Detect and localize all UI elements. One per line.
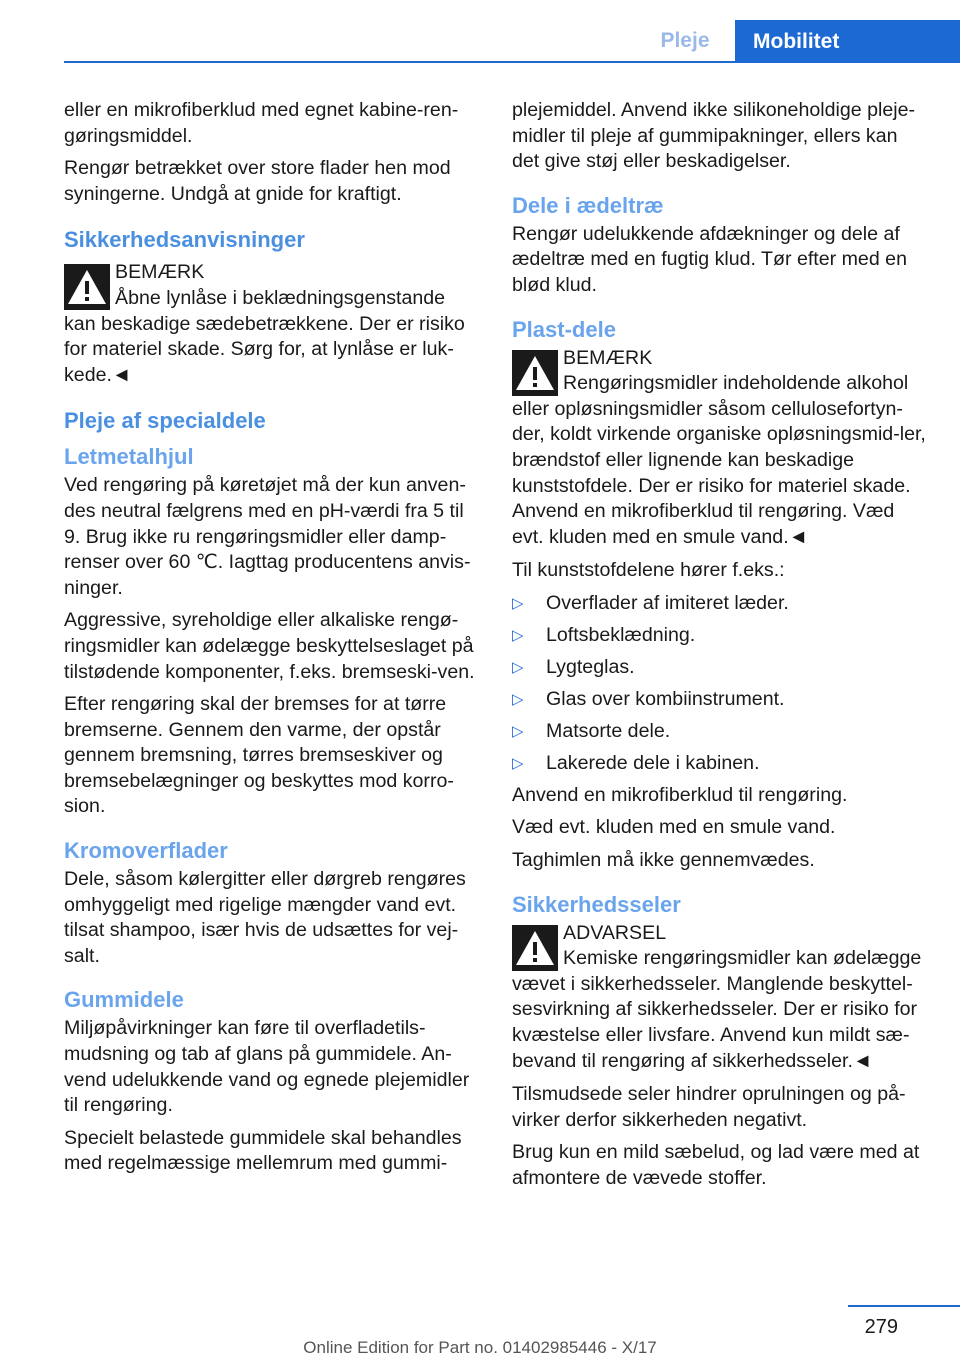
heading-letmetalhjul: Letmetalhjul: [64, 444, 194, 470]
notice-box: [512, 921, 930, 1075]
page-number-rule: [848, 1305, 960, 1307]
paragraph: eller en mikrofiberklud med egnet kabine-ren-gøringsmiddel.: [64, 99, 459, 147]
list-item-text: Matsorte dele.: [546, 719, 671, 742]
paragraph: Aggressive, syreholdige eller alkaliske rengø-ringsmidler kan ødelægge beskyttelseslaget på tilstødende komponenter, f.eks. bremseski-ven.: [64, 609, 475, 683]
paragraph: Rengør betrækket over store flader hen mod syningerne. Undgå at gnide for kraftigt.: [64, 157, 451, 205]
warning-triangle-icon: [512, 925, 558, 971]
paragraph: Anvend en mikrofiberklud til rengøring.: [512, 783, 848, 806]
triangle-right-icon: ▷: [512, 722, 524, 740]
heading-plast-dele: Plast-dele: [512, 316, 616, 342]
warning-triangle-icon: [512, 350, 558, 396]
heading-sikkerhedsseler: Sikkerhedsseler: [512, 891, 681, 917]
header-rule: [64, 61, 960, 63]
list-item: [512, 751, 930, 777]
list-item-text: Loftsbeklædning.: [546, 623, 696, 646]
list-item: [512, 719, 930, 745]
notice-box: [512, 346, 930, 551]
paragraph: Rengør udelukkende afdækninger og dele af ædeltræ med en fugtig klud. Tør efter med en blød klud.: [512, 222, 907, 296]
paragraph: Efter rengøring skal der bremses for at tørre bremserne. Gennem den varme, der opstår gennem bremsning, tørres bremseskiver og bremsebelægninger og beskyttes mod korro-sion.: [64, 693, 454, 818]
triangle-right-icon: ▷: [512, 690, 524, 708]
list-item: [512, 687, 930, 713]
paragraph: Væd evt. kluden med en smule vand.: [512, 816, 836, 839]
notice-label: BEMÆRK: [563, 346, 653, 369]
notice-text-first: Åbne lynlåse i beklædningsgenstande: [115, 286, 446, 309]
triangle-right-icon: ▷: [512, 754, 524, 772]
notice-text: eller opløsningsmidler såsom cellulosefortyn-der, koldt virkende organiske opløsningsmid-ler, brændstof eller lignende kan beskadige kunststofdele. Der er risiko for materiel skade. Anvend en mikrofiberklud til rengøring. Væd evt. kluden med en smule vand.◄: [512, 397, 926, 548]
notice-text-first: Rengøringsmidler indeholdende alkohol: [563, 372, 909, 395]
paragraph: Miljøpåvirkninger kan føre til overfladetils-mudsning og tab af glans på gummidele. An-vend udelukkende vand og egnede plejemidler til rengøring.: [64, 1017, 470, 1117]
list-item: [512, 655, 930, 681]
list-item-text: Lygteglas.: [546, 655, 635, 678]
page-header: [0, 0, 960, 62]
list-item-text: Overflader af imiteret læder.: [546, 591, 789, 614]
paragraph: plejemiddel. Anvend ikke silikoneholdige pleje-midler til pleje af gummipakninger, ellers kan det give støj eller beskadigelser.: [512, 99, 916, 173]
paragraph: Tilsmudsede seler hindrer oprulningen og på-virker derfor sikkerheden negativt.: [512, 1083, 906, 1131]
heading-gummidele: Gummidele: [64, 987, 184, 1013]
triangle-right-icon: ▷: [512, 658, 524, 676]
heading-kromoverflader: Kromoverflader: [64, 838, 228, 864]
heading-pleje-specialdele: Pleje af specialdele: [64, 408, 266, 434]
notice-label: ADVARSEL: [563, 921, 667, 944]
notice-text: kan beskadige sædebetrækkene. Der er risiko for materiel skade. Sørg for, at lynlåse er luk-kede.◄: [64, 312, 465, 386]
edition-footer: Online Edition for Part no. 01402985446 - X/17: [303, 1338, 657, 1357]
paragraph: Specielt belastede gummidele skal behandles med regelmæssige mellemrum med gummi-: [64, 1126, 462, 1175]
page-number: 279: [864, 1316, 898, 1338]
section-tab-pleje[interactable]: Pleje: [660, 29, 710, 52]
list-item: [512, 623, 930, 649]
warning-triangle-icon: [64, 264, 110, 310]
paragraph: Til kunststofdelene hører f.eks.:: [512, 559, 785, 582]
notice-box: [64, 260, 480, 388]
notice-text-first: Kemiske rengøringsmidler kan ødelægge: [563, 947, 922, 970]
paragraph: Brug kun en mild sæbelud, og lad være med at afmontere de vævede stoffer.: [512, 1141, 920, 1189]
left-column: [64, 98, 480, 1184]
list-item: [512, 591, 930, 617]
bullet-list: [512, 591, 930, 777]
section-tab-mobilitet[interactable]: Mobilitet: [735, 20, 960, 63]
paragraph: Taghimlen må ikke gennemvædes.: [512, 849, 815, 871]
paragraph: Dele, såsom kølergitter eller dørgreb rengøres omhyggeligt med rigelige mængder vand evt. tilsat shampoo, især hvis de udsættes for vej-salt.: [64, 868, 466, 967]
notice-label: BEMÆRK: [115, 261, 205, 284]
triangle-right-icon: ▷: [512, 594, 524, 612]
heading-sikkerhedsanvisninger: Sikkerhedsanvisninger: [64, 227, 305, 253]
right-column: [512, 98, 930, 1199]
paragraph: Ved rengøring på køretøjet må der kun anven-des neutral fælgrens med en pH-værdi fra 5 til 9. Brug ikke ru rengøringsmidler eller damp-renser over 60 ℃. Iagttag producentens anvis-ninger.: [64, 474, 471, 599]
heading-dele-i-aedeltrae: Dele i ædeltræ: [512, 192, 664, 218]
notice-text: vævet i sikkerhedsseler. Manglende beskyttel-sesvirkning af sikkerhedsseler. Der er risiko for kvæstelse eller livsfare. Anvend kun mildt sæ-bevand til rengøring af sikkerhedsseler.◄: [512, 972, 918, 1072]
triangle-right-icon: ▷: [512, 626, 524, 644]
list-item-text: Lakerede dele i kabinen.: [546, 751, 760, 774]
list-item-text: Glas over kombiinstrument.: [546, 687, 785, 710]
